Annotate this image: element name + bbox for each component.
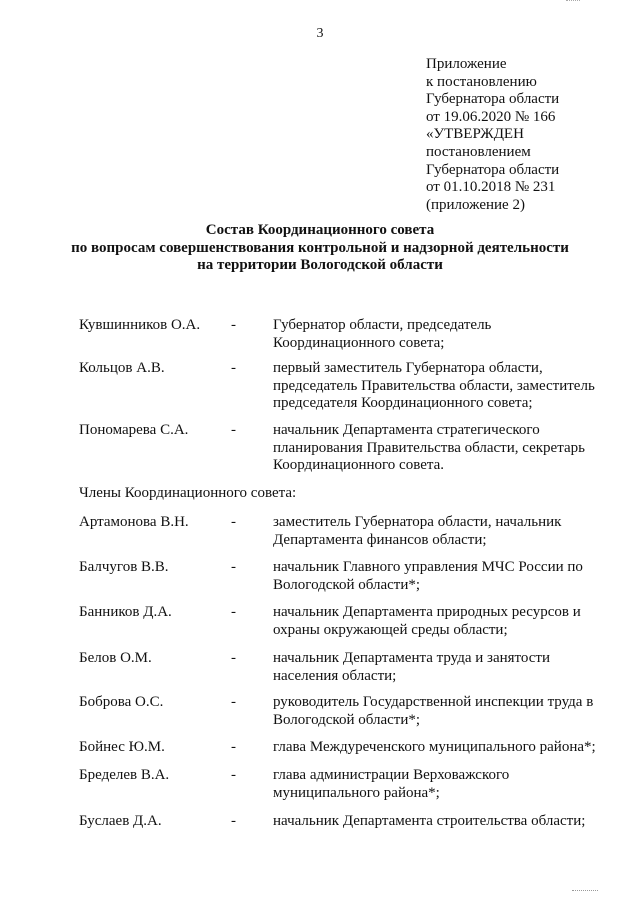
appendix-line: от 01.10.2018 № 231 [426, 179, 556, 196]
role-line: Вологодской области*; [273, 576, 421, 593]
role-line: руководитель Государственной инспекции труда в [273, 694, 594, 710]
member-name: Кольцов А.В. [79, 360, 165, 376]
appendix-line: к постановлению [426, 73, 537, 90]
role-line: глава Междуреченского муниципального района*; [273, 739, 596, 755]
page-number: 3 [316, 26, 324, 41]
role-line: председателя Координационного совета; [273, 395, 533, 412]
member-role [273, 739, 613, 757]
role-line: Координационного совета. [273, 457, 444, 474]
separator-dash: - [231, 317, 236, 333]
member-name: Боброва О.С. [79, 694, 164, 710]
role-line: начальник Департамента стратегического [273, 422, 540, 438]
member-role [273, 360, 613, 413]
role-line: глава администрации Верховажского [273, 767, 510, 783]
role-line: начальник Департамента природных ресурсов и [273, 604, 581, 620]
scan-artifact-bottom [572, 890, 598, 893]
role-line: Департамента финансов области; [273, 531, 487, 548]
appendix-line: «УТВЕРЖДЕН [426, 126, 524, 143]
member-name: Бойнес Ю.М. [79, 739, 165, 755]
appendix-line: Губернатора области [426, 91, 560, 108]
document-title [0, 222, 640, 275]
separator-dash: - [231, 694, 236, 710]
member-role [273, 559, 613, 594]
member-role [273, 604, 613, 639]
separator-dash: - [231, 422, 236, 438]
members-heading: Члены Координационного совета: [79, 485, 297, 501]
appendix-line: от 19.06.2020 № 166 [426, 108, 556, 125]
role-line: Координационного совета; [273, 334, 445, 351]
appendix-block [426, 56, 559, 214]
title-line: Состав Координационного совета [205, 222, 435, 238]
member-role [273, 317, 613, 352]
separator-dash: - [231, 813, 236, 829]
separator-dash: - [231, 767, 236, 783]
role-line: муниципального района*; [273, 784, 440, 801]
member-name: Кувшинников О.А. [79, 317, 201, 333]
separator-dash: - [231, 514, 236, 530]
appendix-line: постановлением [426, 143, 531, 160]
separator-dash: - [231, 360, 236, 376]
member-name: Балчугов В.В. [79, 559, 169, 575]
member-role [273, 694, 613, 729]
member-role [273, 650, 613, 685]
separator-dash: - [231, 604, 236, 620]
member-role [273, 422, 613, 475]
role-line: Вологодской области*; [273, 711, 421, 728]
member-name: Банников Д.А. [79, 604, 172, 620]
member-name: Артамонова В.Н. [79, 514, 189, 530]
member-role [273, 767, 613, 802]
role-line: первый заместитель Губернатора области, [273, 360, 543, 376]
separator-dash: - [231, 650, 236, 666]
separator-dash: - [231, 739, 236, 755]
role-line: начальник Департамента строительства области; [273, 813, 586, 829]
role-line: Губернатор области, председатель [273, 317, 492, 333]
role-line: заместитель Губернатора области, начальник [273, 514, 562, 530]
member-name: Бределев В.А. [79, 767, 170, 783]
appendix-line: Приложение [426, 56, 507, 72]
role-line: охраны окружающей среды области; [273, 621, 508, 638]
title-line: на территории Вологодской области [197, 257, 443, 273]
role-line: начальник Главного управления МЧС России по [273, 559, 583, 575]
role-line: планирования Правительства области, секретарь [273, 439, 585, 456]
title-line: по вопросам совершенствования контрольной и надзорной деятельности [71, 239, 569, 256]
role-line: председатель Правительства области, заместитель [273, 377, 595, 394]
appendix-line: (приложение 2) [426, 196, 525, 213]
member-role [273, 514, 613, 549]
member-role [273, 813, 613, 831]
role-line: начальник Департамента труда и занятости [273, 650, 551, 666]
appendix-line: Губернатора области [426, 161, 560, 178]
role-line: населения области; [273, 667, 397, 684]
member-name: Пономарева С.А. [79, 422, 189, 438]
member-name: Белов О.М. [79, 650, 152, 666]
scan-artifact-top [566, 0, 580, 3]
member-name: Буслаев Д.А. [79, 813, 162, 829]
separator-dash: - [231, 559, 236, 575]
